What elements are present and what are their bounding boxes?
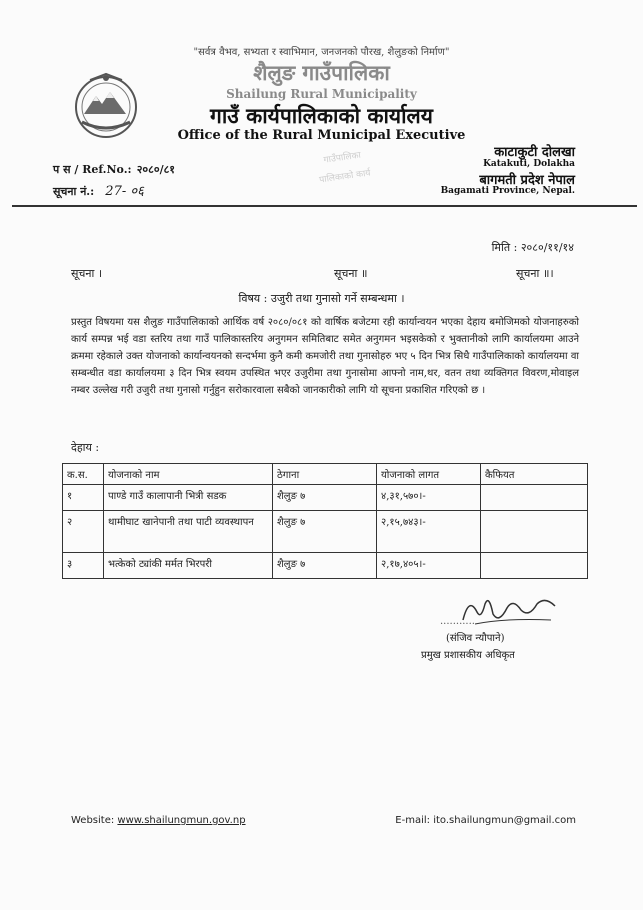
cell-sn: ३ (63, 553, 104, 579)
office-name-en: Office of the Rural Municipal Executive (177, 128, 466, 143)
table-row (63, 485, 588, 511)
notice-value-handwritten: 27- ०६ (105, 184, 144, 199)
address-line1-en: Katakuti, Dolakha (483, 159, 575, 169)
cell-address: शैलुङ ७ (273, 553, 377, 579)
ref-label: प स / Ref.No.: (53, 163, 132, 176)
notice-date: मिति : २०८०/११/१४ (491, 241, 574, 254)
notice-body: प्रस्तुत विषयमा यस शैलुङ गाउँपालिकाको आर्थिक वर्ष २०८०/०८१ को वार्षिक बजेटमा रही कार्यान्वयन भएका देहाय बमोजिमको योजनाहरुको कार्य सम्पन्न भई वडा स्तरिय तथा गाउँ पालिकास्तरिय अनुगमन समितिबाट समेत अनुगमन भइसकेको र भुक्तानीको लागि कार्यालयमा आउने क्रममा रहेकाले उक्त योजनाको कार्यान्वयनको सन्दर्भमा कुनै कमी कमजोरी तथा गुनासोहरु भए ५ दिन भित्र सिधै गाउँपालिकाको कार्यालयमा वा सम्बन्धीत वडा कार्यालयमा ३ दिन भित्र स्वयम उपस्थित भएर उजुरीमा तथा गुनासोमा आफ्नो नाम,थर, वतन तथा व्यक्तिगत विवरण,मोवाइल नम्बर उल्लेख गरी उजुरी तथा गुनासो गर्नुहुन सरोकारवाला सबैको जानकारीको लागि यो सूचना प्रकाशित गरिएको छ । (71, 317, 579, 396)
stamp-text-2: पालिकाको कार्य (318, 168, 372, 186)
ref-number (53, 158, 175, 177)
website-label: Website: (71, 815, 115, 826)
cell-cost: ४,३१,५७०।- (377, 485, 481, 511)
header-remarks: कैफियत (481, 464, 588, 485)
cell-project-name: थामीघाट खानेपानी तथा पाटी व्यवस्थापन (104, 511, 273, 553)
motto: "सर्वत्र वैभव, सभ्यता र स्वाभिमान, जनजनको पौरख, शैलुङको निर्माण" (193, 47, 450, 58)
signature-dots: ........... (440, 616, 475, 627)
address-line1-np: काटाकुटी दोलखा (494, 145, 575, 160)
stamp-text-1: गाउँपालिका (323, 150, 362, 166)
table-row (63, 511, 588, 553)
header-sn: क.स. (63, 464, 104, 485)
table-header-row (63, 464, 588, 485)
cell-address: शैलुङ ७ (273, 511, 377, 553)
cell-address: शैलुङ ७ (273, 485, 377, 511)
notice-label: सूचना नं.: (53, 185, 95, 198)
municipality-name-en: Shailung Rural Municipality (226, 87, 417, 101)
list-label: देहाय : (71, 441, 100, 454)
office-stamp (297, 144, 394, 211)
website-link[interactable]: www.shailungmun.gov.np (117, 815, 246, 826)
cell-project-name: भत्केको ट्यांकी मर्मत भिरपरी (104, 553, 273, 579)
address-line2-en: Bagamati Province, Nepal. (440, 186, 575, 196)
table-row (63, 553, 588, 579)
cell-project-name: पाण्डे गाउँ कालापानी भित्री सडक (104, 485, 273, 511)
header-divider (12, 205, 637, 207)
cell-remarks (481, 553, 588, 579)
cell-cost: २,१७,४०५।- (377, 553, 481, 579)
ref-value: २०८०/८१ (136, 163, 176, 176)
header-cost: योजनाको लागत (377, 464, 481, 485)
cell-cost: २,१५,७४३।- (377, 511, 481, 553)
heading-right: सूचना ॥। (516, 267, 554, 280)
cell-sn: १ (63, 485, 104, 511)
signatory-name: (संजिव न्यौपाने) (446, 633, 505, 644)
footer-website (71, 815, 246, 826)
footer-email[interactable]: E-mail: ito.shailungmun@gmail.com (395, 815, 576, 826)
heading-center: सूचना ॥ (334, 267, 368, 280)
office-name-np: गाउँ कार्यपालिकाको कार्यालय (210, 103, 433, 128)
address-line2-np: बागमती प्रदेश नेपाल (479, 173, 575, 188)
notice-number (53, 180, 144, 199)
heading-left: सूचना । (71, 267, 103, 280)
municipality-name-np: शैलुङ गाउँपालिका (253, 60, 390, 85)
header-project-name: योजनाको नाम (104, 464, 273, 485)
cell-remarks (481, 485, 588, 511)
cell-sn: २ (63, 511, 104, 553)
cell-remarks (481, 511, 588, 553)
signatory-title: प्रमुख प्रशासकीय अधिकृत (421, 650, 515, 661)
notice-subject: विषय : उजुरी तथा गुनासो गर्ने सम्बन्धमा । (238, 292, 405, 305)
header-address: ठेगाना (273, 464, 377, 485)
projects-table (62, 463, 588, 579)
